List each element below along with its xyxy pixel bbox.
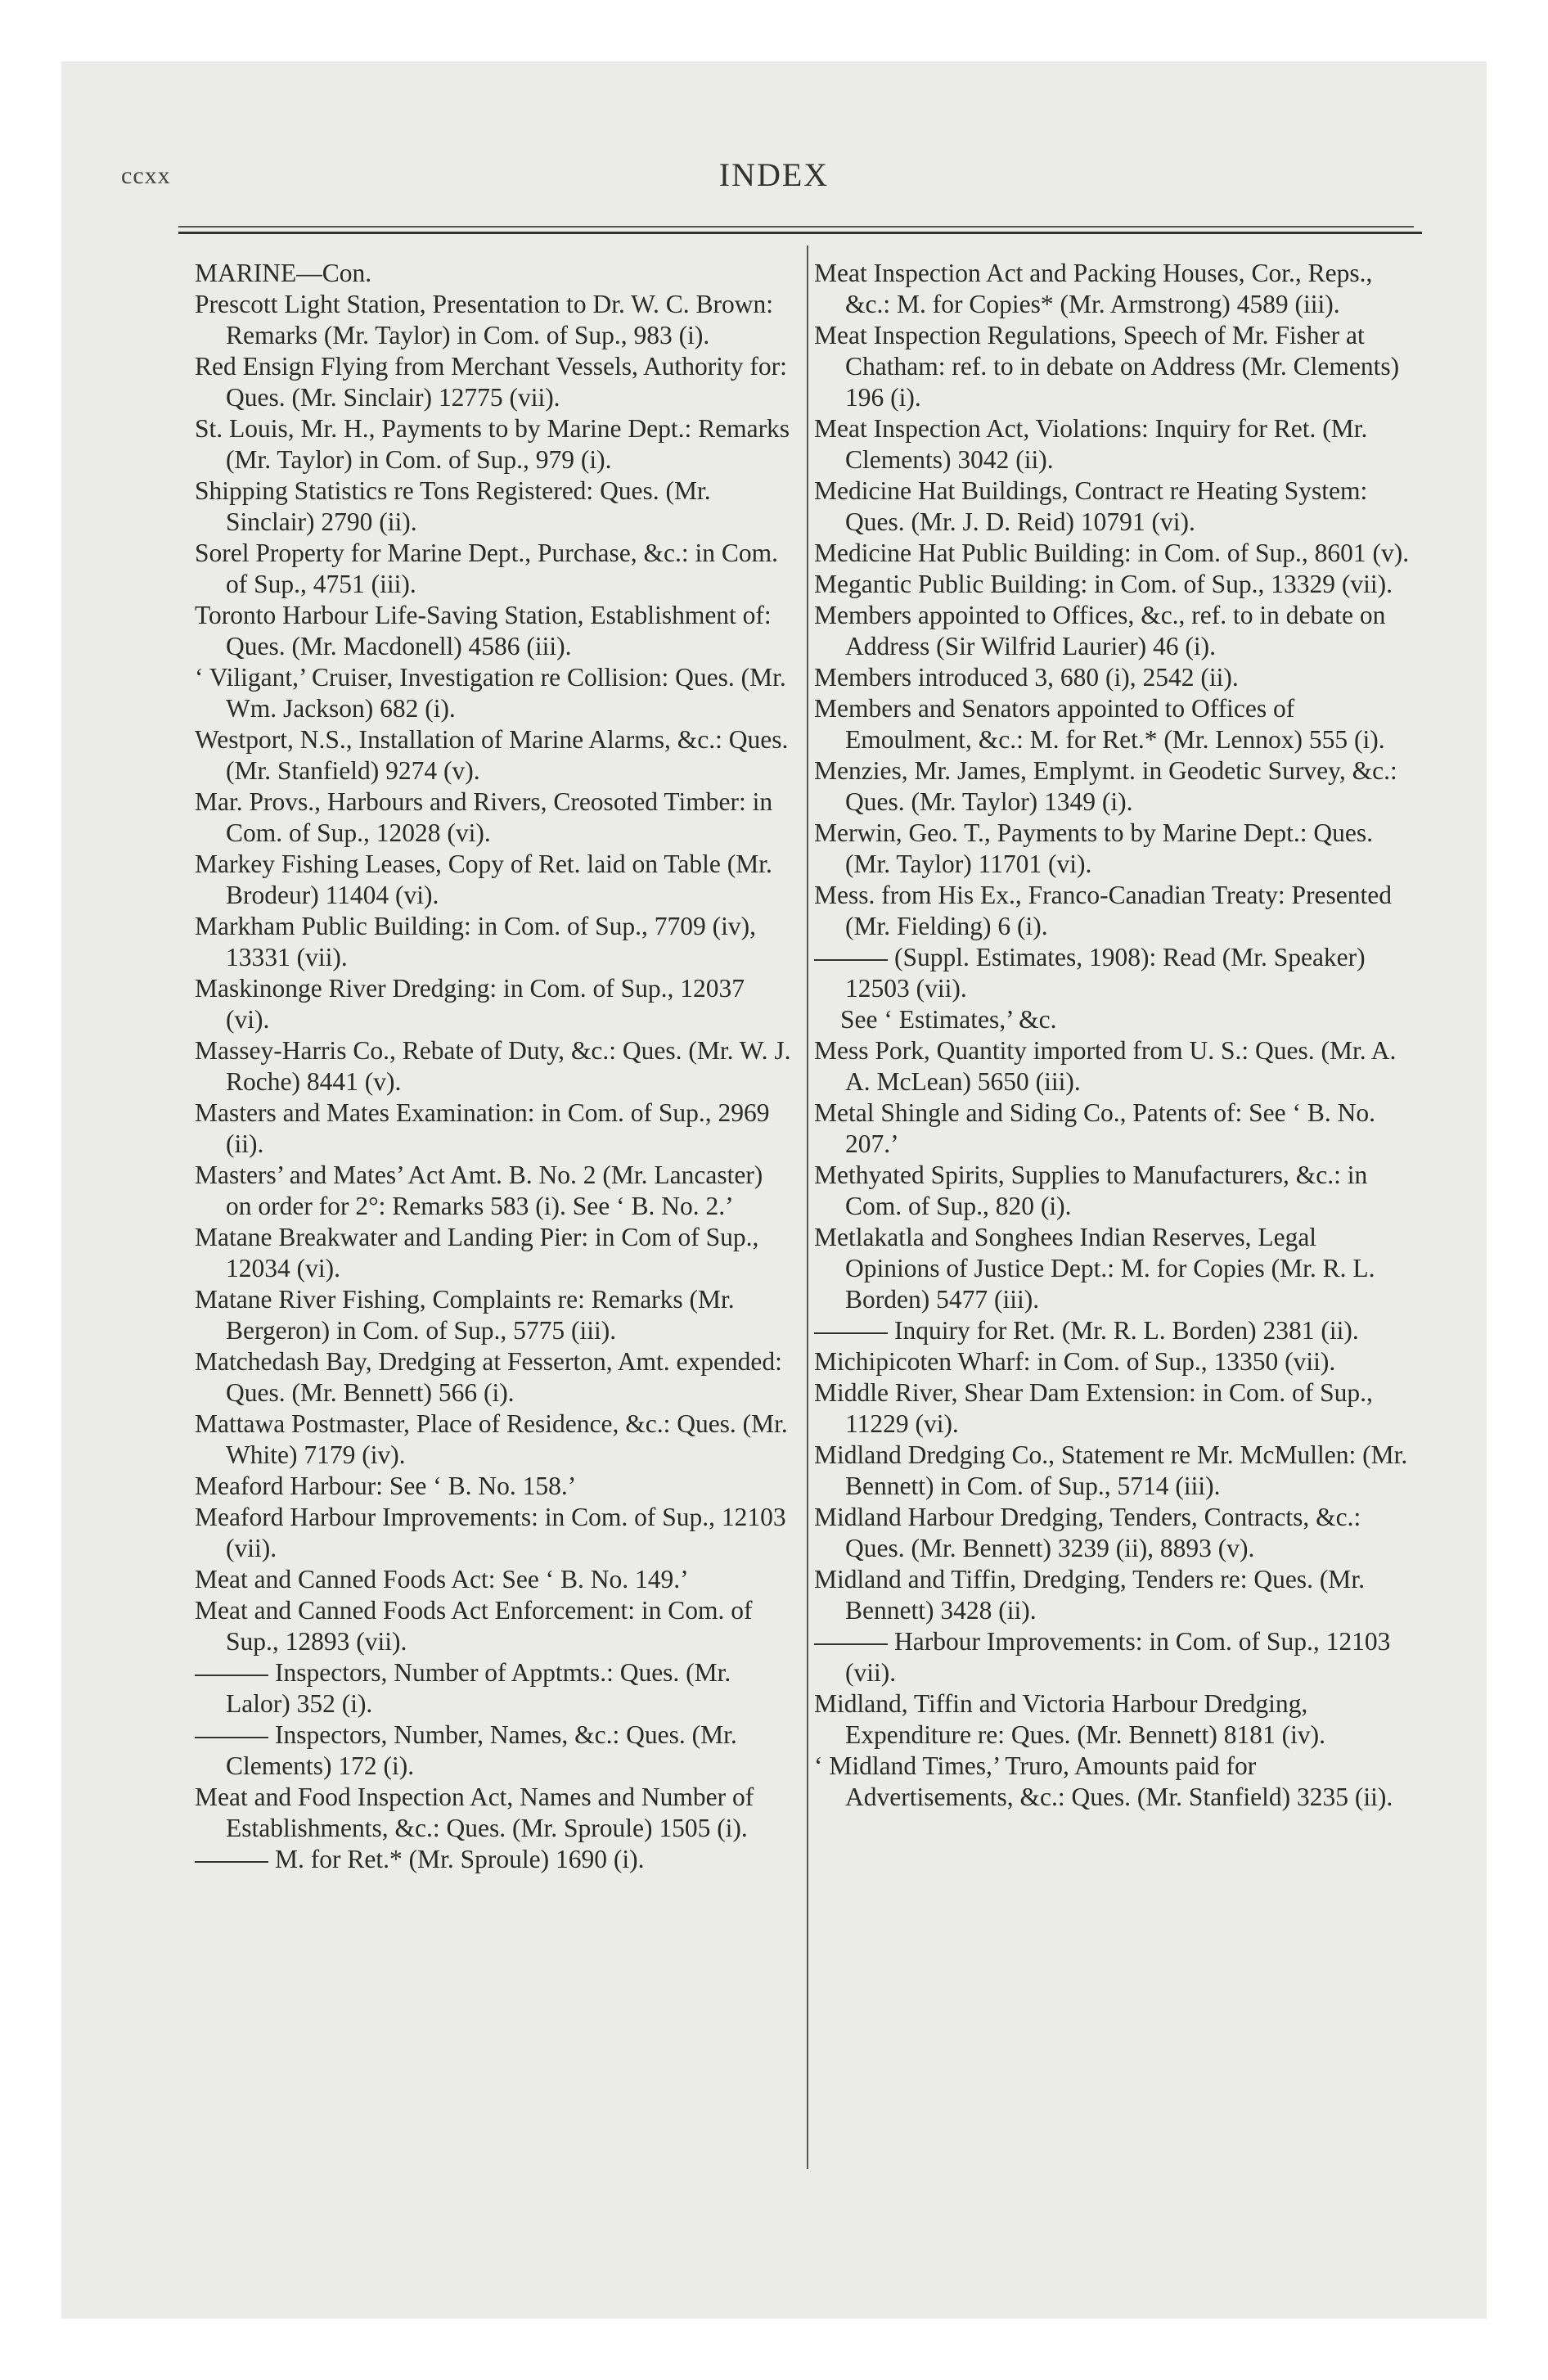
index-entry: Meat and Canned Foods Act: See ‘ B. No. 149.’: [195, 1565, 689, 1593]
index-entry: Meat Inspection Act and Packing Houses, Cor., Reps., &c.: M. for Copies* (Mr. Armstrong) 4589 (iii).: [814, 259, 1373, 318]
index-entry: Members appointed to Offices, &c., ref. to in debate on Address (Sir Wilfrid Laurier) 46 (i).: [814, 601, 1386, 660]
index-entry: Meaford Harbour Improvements: in Com. of Sup., 12103 (vii).: [195, 1503, 786, 1562]
index-entry: Medicine Hat Public Building: in Com. of Sup., 8601 (v).: [814, 539, 1410, 567]
index-entry: Matane River Fishing, Complaints re: Remarks (Mr. Bergeron) in Com. of Sup., 5775 (iii).: [195, 1285, 735, 1345]
header-rule-thin: [178, 226, 1414, 228]
index-entry: Meaford Harbour: See ‘ B. No. 158.’: [195, 1472, 577, 1500]
index-entry: Masters’ and Mates’ Act Amt. B. No. 2 (Mr. Lancaster) on order for 2°: Remarks 583 (i). See ‘ B. No. 2.’: [195, 1161, 763, 1220]
index-entry: Markey Fishing Leases, Copy of Ret. laid on Table (Mr. Brodeur) 11404 (vi).: [195, 850, 772, 909]
index-entry: Masters and Mates Examination: in Com. of Sup., 2969 (ii).: [195, 1098, 770, 1158]
index-entry: Toronto Harbour Life-Saving Station, Establishment of: Ques. (Mr. Macdonell) 4586 (iii).: [195, 601, 772, 660]
index-entry: Inspectors, Number of Apptmts.: Ques. (Mr. Lalor) 352 (i).: [195, 1657, 792, 1720]
index-entry: Meat Inspection Regulations, Speech of Mr. Fisher at Chatham: ref. to in debate on Address (Mr. Clements) 196 (i).: [814, 321, 1400, 412]
index-entry: Meat Inspection Act, Violations: Inquiry for Ret. (Mr. Clements) 3042 (ii).: [814, 414, 1368, 474]
index-entry: Inspectors, Number, Names, &c.: Ques. (Mr. Clements) 172 (i).: [195, 1720, 792, 1782]
index-entry: Metal Shingle and Siding Co., Patents of: See ‘ B. No. 207.’: [814, 1098, 1375, 1158]
index-entry: Inquiry for Ret. (Mr. R. L. Borden) 2381 (ii).: [814, 1315, 1411, 1346]
index-entry: Mar. Provs., Harbours and Rivers, Creosoted Timber: in Com. of Sup., 12028 (vi).: [195, 787, 773, 847]
index-entry: Meat and Canned Foods Act Enforcement: in Com. of Sup., 12893 (vii).: [195, 1596, 753, 1656]
index-entry: Metlakatla and Songhees Indian Reserves, Legal Opinions of Justice Dept.: M. for Copies (Mr. R. L. Borden) 5477 (iii).: [814, 1223, 1375, 1314]
index-entry: Michipicoten Wharf: in Com. of Sup., 13350 (vii).: [814, 1347, 1336, 1376]
running-head: INDEX: [718, 156, 830, 193]
index-entry: Midland and Tiffin, Dredging, Tenders re: Ques. (Mr. Bennett) 3428 (ii).: [814, 1565, 1365, 1625]
index-entry: Meat and Food Inspection Act, Names and Number of Establishments, &c.: Ques. (Mr. Sproule) 1505 (i).: [195, 1783, 754, 1842]
right-column: [814, 258, 1411, 1813]
index-entry: Mess. from His Ex., Franco-Canadian Treaty: Presented (Mr. Fielding) 6 (i).: [814, 881, 1393, 940]
index-entry: Midland Dredging Co., Statement re Mr. McMullen: (Mr. Bennett) in Com. of Sup., 5714 (iii).: [814, 1440, 1408, 1500]
index-entry: Menzies, Mr. James, Emplymt. in Geodetic Survey, &c.: Ques. (Mr. Taylor) 1349 (i).: [814, 756, 1397, 816]
index-entry: Mess Pork, Quantity imported from U. S.: Ques. (Mr. A. A. McLean) 5650 (iii).: [814, 1036, 1397, 1096]
index-entry: Sorel Property for Marine Dept., Purchase, &c.: in Com. of Sup., 4751 (iii).: [195, 539, 778, 598]
index-entry: Red Ensign Flying from Merchant Vessels, Authority for: Ques. (Mr. Sinclair) 12775 (vii).: [195, 352, 787, 412]
left-entries: [195, 289, 792, 1875]
index-entry: M. for Ret.* (Mr. Sproule) 1690 (i).: [195, 1844, 792, 1875]
index-entry: Westport, N.S., Installation of Marine Alarms, &c.: Ques. (Mr. Stanfield) 9274 (v).: [195, 725, 789, 785]
section-heading: MARINE—Con.: [195, 259, 372, 287]
index-entry: Merwin, Geo. T., Payments to by Marine Dept.: Ques. (Mr. Taylor) 11701 (vi).: [814, 818, 1373, 878]
index-entry: Members and Senators appointed to Offices of Emoulment, &c.: M. for Ret.* (Mr. Lennox) 555 (i).: [814, 694, 1385, 754]
column-divider: [807, 246, 808, 2169]
index-entry: Midland Harbour Dredging, Tenders, Contracts, &c.: Ques. (Mr. Bennett) 3239 (ii), 8893 (v).: [814, 1503, 1361, 1562]
index-entry: Megantic Public Building: in Com. of Sup., 13329 (vii).: [814, 570, 1393, 598]
index-entry: Shipping Statistics re Tons Registered: Ques. (Mr. Sinclair) 2790 (ii).: [195, 476, 711, 536]
index-entry: Maskinonge River Dredging: in Com. of Sup., 12037 (vi).: [195, 974, 745, 1034]
index-entry: Prescott Light Station, Presentation to Dr. W. C. Brown: Remarks (Mr. Taylor) in Com. of Sup., 983 (i).: [195, 290, 773, 349]
index-entry: Mattawa Postmaster, Place of Residence, &c.: Ques. (Mr. White) 7179 (iv).: [195, 1409, 788, 1469]
index-entry: Markham Public Building: in Com. of Sup., 7709 (iv), 13331 (vii).: [195, 912, 756, 971]
index-entry: See ‘ Estimates,’ &c.: [840, 1005, 1057, 1034]
index-entry: (Suppl. Estimates, 1908): Read (Mr. Speaker) 12503 (vii).: [814, 942, 1411, 1004]
index-entry: Medicine Hat Buildings, Contract re Heating System: Ques. (Mr. J. D. Reid) 10791 (vi).: [814, 476, 1368, 536]
index-entry: Members introduced 3, 680 (i), 2542 (ii).: [814, 663, 1239, 692]
page-folio: ccxx: [121, 162, 171, 189]
index-entry: Massey-Harris Co., Rebate of Duty, &c.: Ques. (Mr. W. J. Roche) 8441 (v).: [195, 1036, 791, 1096]
index-entry: ‘ Midland Times,’ Truro, Amounts paid for Advertisements, &c.: Ques. (Mr. Stanfield) 3235 (ii).: [814, 1751, 1393, 1811]
index-entry: Midland, Tiffin and Victoria Harbour Dredging, Expenditure re: Ques. (Mr. Bennett) 8181 (iv).: [814, 1689, 1325, 1749]
index-entry: Matchedash Bay, Dredging at Fesserton, Amt. expended: Ques. (Mr. Bennett) 566 (i).: [195, 1347, 782, 1407]
index-entry: Matane Breakwater and Landing Pier: in Com of Sup., 12034 (vi).: [195, 1223, 759, 1282]
index-entry: ‘ Viligant,’ Cruiser, Investigation re Collision: Ques. (Mr. Wm. Jackson) 682 (i).: [195, 663, 786, 723]
right-entries: [814, 258, 1411, 1813]
index-entry: Middle River, Shear Dam Extension: in Com. of Sup., 11229 (vi).: [814, 1378, 1373, 1438]
header-rule-thick: [178, 232, 1422, 234]
index-entry: Harbour Improvements: in Com. of Sup., 12103 (vii).: [814, 1626, 1411, 1688]
index-entry: Methyated Spirits, Supplies to Manufacturers, &c.: in Com. of Sup., 820 (i).: [814, 1161, 1368, 1220]
index-entry: St. Louis, Mr. H., Payments to by Marine Dept.: Remarks (Mr. Taylor) in Com. of Sup., 979 (i).: [195, 414, 790, 474]
left-column: [195, 258, 792, 1875]
